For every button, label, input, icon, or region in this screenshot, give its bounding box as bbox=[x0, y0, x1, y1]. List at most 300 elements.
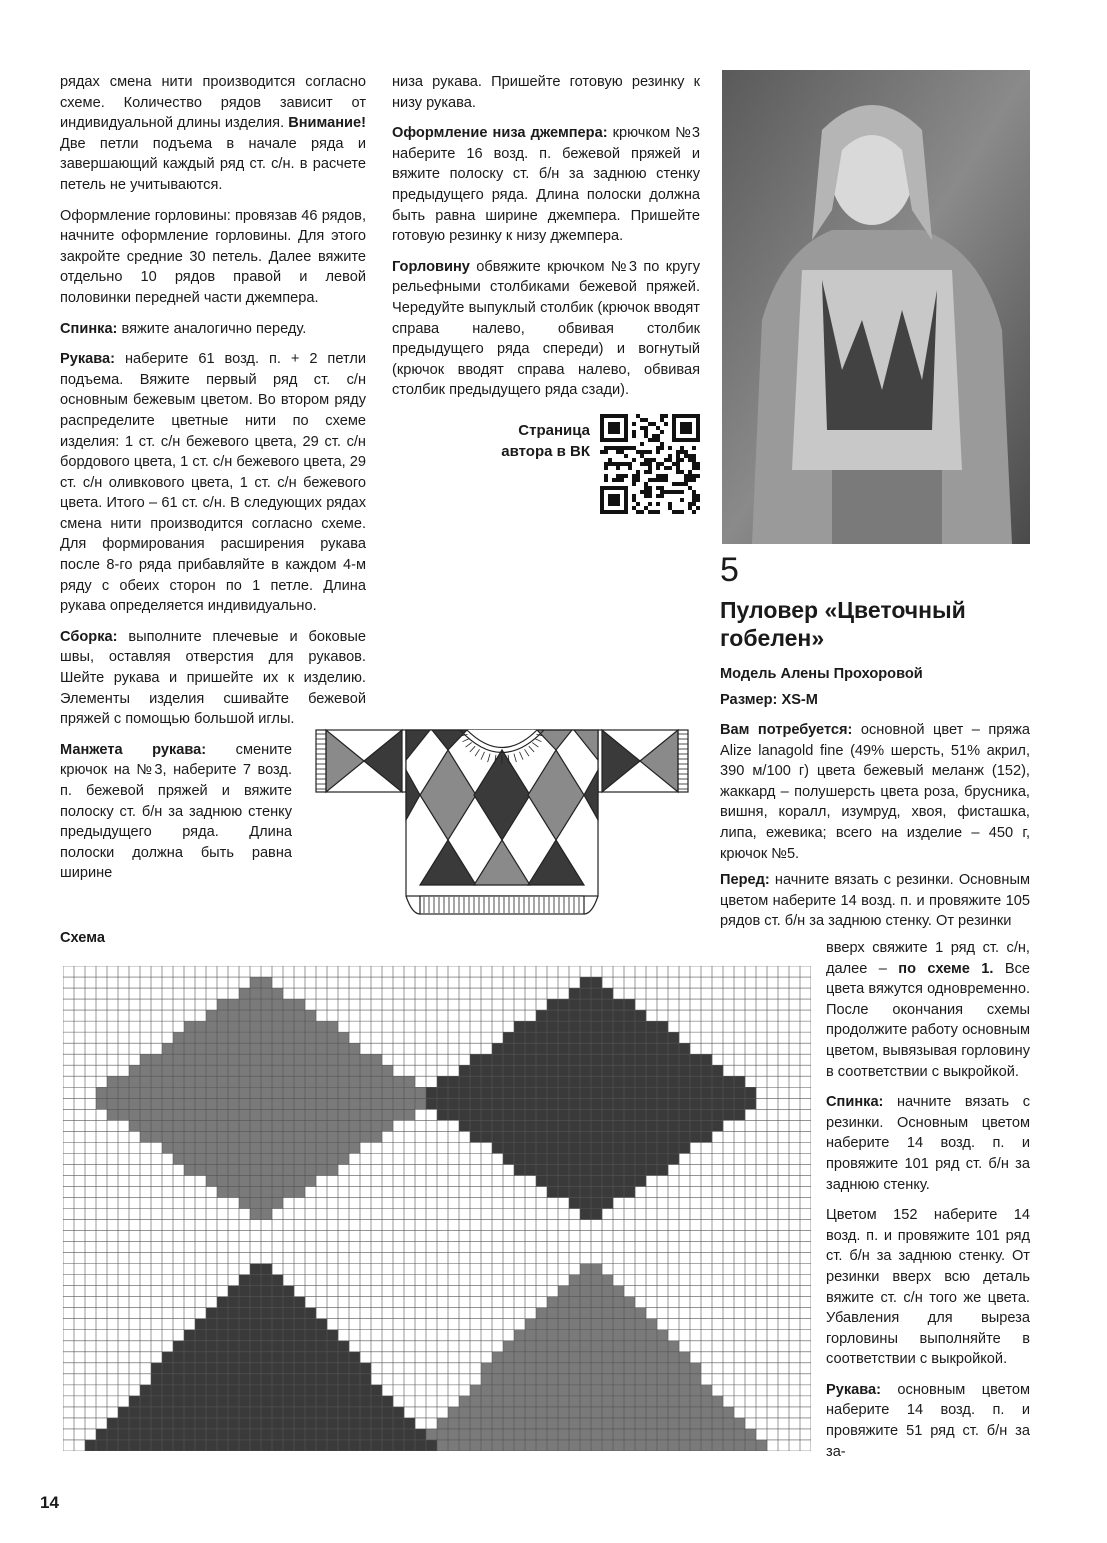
chart-cell bbox=[547, 1131, 558, 1142]
chart-cell bbox=[272, 1197, 283, 1208]
chart-cell bbox=[195, 1021, 206, 1032]
chart-cell bbox=[228, 1374, 239, 1385]
chart-cell bbox=[437, 1440, 448, 1451]
chart-cell bbox=[118, 1076, 129, 1087]
chart-cell bbox=[250, 1098, 261, 1109]
chart-cell bbox=[371, 1054, 382, 1065]
chart-cell bbox=[184, 1429, 195, 1440]
chart-cell bbox=[228, 1308, 239, 1319]
chart-cell bbox=[547, 1109, 558, 1120]
chart-cell bbox=[635, 1087, 646, 1098]
chart-cell bbox=[162, 1418, 173, 1429]
chart-cell bbox=[327, 1429, 338, 1440]
chart-cell bbox=[690, 1131, 701, 1142]
chart-cell bbox=[239, 1319, 250, 1330]
chart-cell bbox=[668, 1341, 679, 1352]
chart-cell bbox=[107, 1429, 118, 1440]
chart-cell bbox=[712, 1109, 723, 1120]
chart-cell bbox=[624, 1319, 635, 1330]
chart-cell bbox=[558, 1010, 569, 1021]
chart-cell bbox=[118, 1087, 129, 1098]
chart-cell bbox=[327, 1076, 338, 1087]
chart-cell bbox=[294, 1153, 305, 1164]
chart-cell bbox=[96, 1440, 107, 1451]
chart-cell bbox=[712, 1065, 723, 1076]
chart-cell bbox=[228, 1418, 239, 1429]
chart-cell bbox=[184, 1098, 195, 1109]
chart-cell bbox=[173, 1054, 184, 1065]
chart-cell bbox=[503, 1341, 514, 1352]
chart-cell bbox=[558, 1076, 569, 1087]
chart-cell bbox=[569, 1186, 580, 1197]
chart-cell bbox=[569, 1396, 580, 1407]
chart-cell bbox=[459, 1429, 470, 1440]
paragraph: Оформление низа джемпера: крючком №3 наберите 16 возд. п. бежевой пряжей и вяжите полоску ст. б/н за заднюю стенку предыдущего ряда. Длина полоски должна быть равна ширине джемпера. Пришейте готовую резинку к низу джемпера. bbox=[392, 125, 700, 245]
chart-cell bbox=[96, 1087, 107, 1098]
chart-cell bbox=[602, 1286, 613, 1297]
chart-cell bbox=[294, 1021, 305, 1032]
chart-cell bbox=[250, 1440, 261, 1451]
chart-cell bbox=[261, 1120, 272, 1131]
chart-cell bbox=[305, 1429, 316, 1440]
chart-cell bbox=[536, 1153, 547, 1164]
chart-cell bbox=[371, 1440, 382, 1451]
chart-cell bbox=[624, 1142, 635, 1153]
chart-cell bbox=[646, 1109, 657, 1120]
chart-cell bbox=[547, 999, 558, 1010]
chart-cell bbox=[327, 1021, 338, 1032]
chart-cell bbox=[580, 1374, 591, 1385]
chart-cell bbox=[316, 1341, 327, 1352]
chart-cell bbox=[701, 1429, 712, 1440]
chart-cell bbox=[635, 1164, 646, 1175]
chart-cell bbox=[646, 1341, 657, 1352]
chart-cell bbox=[646, 1429, 657, 1440]
chart-cell bbox=[580, 1010, 591, 1021]
chart-cell bbox=[745, 1087, 756, 1098]
chart-cell bbox=[558, 1407, 569, 1418]
chart-cell bbox=[283, 1098, 294, 1109]
chart-cell bbox=[305, 1142, 316, 1153]
chart-cell bbox=[228, 1407, 239, 1418]
chart-cell bbox=[107, 1418, 118, 1429]
chart-cell bbox=[459, 1098, 470, 1109]
chart-cell bbox=[580, 1396, 591, 1407]
chart-cell bbox=[327, 1396, 338, 1407]
chart-cell bbox=[261, 1142, 272, 1153]
chart-cell bbox=[558, 1352, 569, 1363]
chart-cell bbox=[206, 1396, 217, 1407]
chart-cell bbox=[316, 1396, 327, 1407]
chart-cell bbox=[624, 1186, 635, 1197]
chart-cell bbox=[184, 1142, 195, 1153]
chart-cell bbox=[558, 1319, 569, 1330]
chart-cell bbox=[184, 1418, 195, 1429]
paragraph: низа рукава. Пришейте готовую резинку к низу рукава. bbox=[392, 74, 700, 111]
chart-cell bbox=[690, 1418, 701, 1429]
chart-cell bbox=[668, 1120, 679, 1131]
chart-cell bbox=[580, 1142, 591, 1153]
chart-cell bbox=[591, 1043, 602, 1054]
chart-cell bbox=[514, 1374, 525, 1385]
chart-cell bbox=[415, 1429, 426, 1440]
materials-paragraph: Вам потребуется: основной цвет – пряжа Alize lanagold fine (49% шерсть, 51% акрил, 390 м/100 г) цвета бежевый меланж (152), жаккард – полушерсть цвета роза, брусника, вишня, коралл, изумруд, хвоя, фисташка, липа, ежевика; всего на изделие – 450 г, крючок №5. bbox=[720, 722, 1030, 862]
chart-cell bbox=[272, 1308, 283, 1319]
chart-cell bbox=[217, 1363, 228, 1374]
chart-cell bbox=[239, 1341, 250, 1352]
chart-cell bbox=[558, 1120, 569, 1131]
chart-cell bbox=[305, 1374, 316, 1385]
chart-cell bbox=[569, 1021, 580, 1032]
chart-cell bbox=[283, 1109, 294, 1120]
chart-cell bbox=[239, 1142, 250, 1153]
chart-cell bbox=[129, 1087, 140, 1098]
chart-cell bbox=[162, 1407, 173, 1418]
chart-cell bbox=[503, 1153, 514, 1164]
chart-cell bbox=[690, 1087, 701, 1098]
chart-cell bbox=[228, 1429, 239, 1440]
chart-cell bbox=[624, 1308, 635, 1319]
chart-cell bbox=[250, 1164, 261, 1175]
chart-cell bbox=[569, 1363, 580, 1374]
chart-cell bbox=[184, 1043, 195, 1054]
chart-cell bbox=[239, 1076, 250, 1087]
chart-cell bbox=[404, 1098, 415, 1109]
chart-cell bbox=[613, 999, 624, 1010]
chart-cell bbox=[701, 1065, 712, 1076]
chart-cell bbox=[536, 1352, 547, 1363]
chart-cell bbox=[206, 1352, 217, 1363]
chart-cell bbox=[272, 1131, 283, 1142]
chart-cell bbox=[217, 1010, 228, 1021]
chart-cell bbox=[96, 1098, 107, 1109]
chart-cell bbox=[250, 1363, 261, 1374]
chart-cell bbox=[129, 1418, 140, 1429]
qr-code-icon[interactable] bbox=[600, 414, 700, 514]
chart-cell bbox=[558, 1186, 569, 1197]
chart-cell bbox=[525, 1418, 536, 1429]
chart-cell bbox=[613, 1308, 624, 1319]
chart-cell bbox=[195, 1076, 206, 1087]
chart-cell bbox=[602, 1407, 613, 1418]
chart-cell bbox=[635, 1418, 646, 1429]
chart-cell bbox=[613, 1440, 624, 1451]
chart-cell bbox=[217, 1175, 228, 1186]
chart-cell bbox=[305, 1065, 316, 1076]
chart-cell bbox=[184, 1341, 195, 1352]
chart-cell bbox=[613, 1407, 624, 1418]
chart-cell bbox=[547, 1308, 558, 1319]
chart-cell bbox=[481, 1131, 492, 1142]
chart-cell bbox=[558, 1021, 569, 1032]
chart-cell bbox=[536, 1164, 547, 1175]
chart-cell bbox=[547, 1385, 558, 1396]
chart-cell bbox=[481, 1363, 492, 1374]
chart-cell bbox=[558, 1098, 569, 1109]
chart-cell bbox=[305, 1131, 316, 1142]
chart-cell bbox=[624, 1418, 635, 1429]
chart-cell bbox=[624, 1120, 635, 1131]
chart-cell bbox=[294, 1352, 305, 1363]
chart-cell bbox=[338, 1142, 349, 1153]
chart-cell bbox=[602, 1186, 613, 1197]
chart-cell bbox=[613, 1109, 624, 1120]
chart-cell bbox=[217, 1330, 228, 1341]
chart-cell bbox=[316, 1153, 327, 1164]
chart-cell bbox=[657, 1352, 668, 1363]
chart-cell bbox=[635, 1175, 646, 1186]
chart-cell bbox=[624, 1043, 635, 1054]
chart-cell bbox=[283, 1374, 294, 1385]
chart-cell bbox=[327, 1131, 338, 1142]
chart-cell bbox=[712, 1076, 723, 1087]
chart-cell bbox=[470, 1440, 481, 1451]
chart-cell bbox=[206, 1142, 217, 1153]
chart-cell bbox=[217, 1186, 228, 1197]
chart-cell bbox=[701, 1418, 712, 1429]
chart-cell bbox=[360, 1440, 371, 1451]
chart-cell bbox=[558, 1297, 569, 1308]
chart-cell bbox=[426, 1429, 437, 1440]
chart-cell bbox=[580, 988, 591, 999]
chart-cell bbox=[492, 1098, 503, 1109]
chart-cell bbox=[514, 1407, 525, 1418]
chart-cell bbox=[294, 1308, 305, 1319]
chart-cell bbox=[239, 1385, 250, 1396]
chart-cell bbox=[173, 1131, 184, 1142]
chart-cell bbox=[569, 1407, 580, 1418]
chart-cell bbox=[250, 1054, 261, 1065]
chart-cell bbox=[635, 1407, 646, 1418]
chart-cell bbox=[624, 1065, 635, 1076]
chart-cell bbox=[261, 1396, 272, 1407]
chart-cell bbox=[217, 1065, 228, 1076]
chart-cell bbox=[547, 1065, 558, 1076]
chart-cell bbox=[613, 1142, 624, 1153]
chart-cell bbox=[338, 1352, 349, 1363]
chart-cell bbox=[580, 1330, 591, 1341]
chart-cell bbox=[624, 1297, 635, 1308]
chart-cell bbox=[602, 1054, 613, 1065]
chart-cell bbox=[635, 1396, 646, 1407]
chart-cell bbox=[338, 1120, 349, 1131]
chart-cell bbox=[261, 1209, 272, 1220]
chart-cell bbox=[272, 1054, 283, 1065]
chart-cell bbox=[657, 1407, 668, 1418]
chart-cell bbox=[195, 1363, 206, 1374]
chart-cell bbox=[558, 1286, 569, 1297]
chart-cell bbox=[558, 1043, 569, 1054]
chart-cell bbox=[184, 1087, 195, 1098]
chart-cell bbox=[195, 1098, 206, 1109]
chart-cell bbox=[668, 1363, 679, 1374]
chart-cell bbox=[316, 1043, 327, 1054]
chart-cell bbox=[470, 1120, 481, 1131]
chart-cell bbox=[294, 1032, 305, 1043]
chart-cell bbox=[250, 1319, 261, 1330]
chart-cell bbox=[261, 1153, 272, 1164]
chart-cell bbox=[569, 1308, 580, 1319]
chart-cell bbox=[294, 1407, 305, 1418]
chart-cell bbox=[613, 1098, 624, 1109]
chart-cell bbox=[481, 1407, 492, 1418]
paragraph: Горловину обвяжите крючком №3 по кругу рельефными столбиками бежевой пряжей. Чередуйте выпуклый столбик (крючок вводят справа налево, обвивая столбик предыдущего ряда спереди) и вогнутый (крючок вводят справа налево, обвивая столбик предыдущего ряда сзади). bbox=[392, 258, 700, 399]
chart-cell bbox=[305, 1418, 316, 1429]
chart-cell bbox=[481, 1065, 492, 1076]
chart-cell bbox=[679, 1385, 690, 1396]
chart-cell bbox=[184, 1396, 195, 1407]
chart-cell bbox=[569, 1429, 580, 1440]
chart-cell bbox=[679, 1363, 690, 1374]
chart-cell bbox=[635, 1010, 646, 1021]
chart-cell bbox=[316, 1065, 327, 1076]
chart-cell bbox=[525, 1385, 536, 1396]
chart-cell bbox=[503, 1374, 514, 1385]
chart-cell bbox=[679, 1076, 690, 1087]
chart-cell bbox=[657, 1043, 668, 1054]
chart-cell bbox=[305, 1341, 316, 1352]
text-column-3-narrow bbox=[826, 938, 1030, 1472]
chart-cell bbox=[151, 1385, 162, 1396]
chart-cell bbox=[514, 1341, 525, 1352]
chart-cell bbox=[195, 1065, 206, 1076]
chart-cell bbox=[162, 1120, 173, 1131]
chart-cell bbox=[283, 1032, 294, 1043]
chart-cell bbox=[536, 1087, 547, 1098]
chart-cell bbox=[624, 1131, 635, 1142]
chart-cell bbox=[228, 1054, 239, 1065]
chart-cell bbox=[338, 1043, 349, 1054]
chart-cell bbox=[514, 1440, 525, 1451]
chart-cell bbox=[360, 1407, 371, 1418]
chart-cell bbox=[646, 1098, 657, 1109]
chart-cell bbox=[657, 1164, 668, 1175]
chart-cell bbox=[723, 1087, 734, 1098]
chart-cell bbox=[679, 1440, 690, 1451]
chart-cell bbox=[679, 1109, 690, 1120]
chart-cell bbox=[514, 1142, 525, 1153]
chart-cell bbox=[338, 1429, 349, 1440]
chart-cell bbox=[514, 1363, 525, 1374]
chart-cell bbox=[536, 1308, 547, 1319]
chart-cell bbox=[646, 1153, 657, 1164]
chart-cell bbox=[195, 1032, 206, 1043]
chart-cell bbox=[657, 1341, 668, 1352]
chart-cell bbox=[261, 1264, 272, 1275]
chart-cell bbox=[580, 1264, 591, 1275]
chart-cell bbox=[305, 1032, 316, 1043]
chart-cell bbox=[657, 1429, 668, 1440]
chart-cell bbox=[547, 1330, 558, 1341]
chart-cell bbox=[503, 1054, 514, 1065]
chart-cell bbox=[305, 1440, 316, 1451]
chart-cell bbox=[283, 1330, 294, 1341]
chart-cell bbox=[690, 1076, 701, 1087]
chart-cell bbox=[393, 1109, 404, 1120]
chart-cell bbox=[294, 1098, 305, 1109]
chart-cell bbox=[316, 1120, 327, 1131]
chart-cell bbox=[536, 1440, 547, 1451]
chart-cell bbox=[646, 1087, 657, 1098]
chart-cell bbox=[261, 1065, 272, 1076]
chart-cell bbox=[327, 1098, 338, 1109]
chart-cell bbox=[228, 1142, 239, 1153]
chart-cell bbox=[272, 1374, 283, 1385]
chart-cell bbox=[382, 1407, 393, 1418]
chart-cell bbox=[393, 1407, 404, 1418]
chart-cell bbox=[580, 1418, 591, 1429]
chart-cell bbox=[316, 1429, 327, 1440]
chart-cell bbox=[547, 1087, 558, 1098]
chart-cell bbox=[316, 1440, 327, 1451]
chart-cell bbox=[250, 1186, 261, 1197]
chart-cell bbox=[272, 1087, 283, 1098]
chart-cell bbox=[536, 1418, 547, 1429]
chart-cell bbox=[558, 1087, 569, 1098]
chart-cell bbox=[481, 1098, 492, 1109]
chart-cell bbox=[635, 1341, 646, 1352]
chart-cell bbox=[371, 1385, 382, 1396]
chart-cell bbox=[701, 1076, 712, 1087]
chart-cell bbox=[668, 1043, 679, 1054]
chart-cell bbox=[283, 1087, 294, 1098]
chart-cell bbox=[239, 1153, 250, 1164]
chart-cell bbox=[536, 1010, 547, 1021]
chart-cell bbox=[580, 1297, 591, 1308]
chart-cell bbox=[371, 1407, 382, 1418]
chart-cell bbox=[316, 1407, 327, 1418]
chart-cell bbox=[140, 1109, 151, 1120]
chart-cell bbox=[580, 1164, 591, 1175]
chart-cell bbox=[272, 1330, 283, 1341]
chart-cell bbox=[360, 1098, 371, 1109]
chart-cell bbox=[305, 1076, 316, 1087]
chart-cell bbox=[723, 1418, 734, 1429]
chart-cell bbox=[162, 1109, 173, 1120]
chart-cell bbox=[679, 1374, 690, 1385]
chart-cell bbox=[239, 1186, 250, 1197]
chart-cell bbox=[690, 1098, 701, 1109]
chart-cell bbox=[272, 1418, 283, 1429]
chart-cell bbox=[151, 1396, 162, 1407]
chart-cell bbox=[558, 1429, 569, 1440]
chart-cell bbox=[569, 1297, 580, 1308]
chart-cell bbox=[195, 1109, 206, 1120]
chart-cell bbox=[569, 1032, 580, 1043]
chart-cell bbox=[107, 1076, 118, 1087]
chart-cell bbox=[250, 1010, 261, 1021]
chart-cell bbox=[283, 1352, 294, 1363]
chart-cell bbox=[448, 1418, 459, 1429]
chart-cell bbox=[228, 1098, 239, 1109]
chart-cell bbox=[261, 1186, 272, 1197]
chart-cell bbox=[151, 1407, 162, 1418]
chart-cell bbox=[591, 1010, 602, 1021]
chart-cell bbox=[305, 1175, 316, 1186]
chart-cell bbox=[305, 1330, 316, 1341]
chart-cell bbox=[173, 1076, 184, 1087]
chart-cell bbox=[217, 999, 228, 1010]
chart-cell bbox=[536, 1065, 547, 1076]
chart-cell bbox=[624, 1076, 635, 1087]
chart-cell bbox=[239, 1440, 250, 1451]
chart-cell bbox=[316, 1142, 327, 1153]
chart-cell bbox=[657, 1065, 668, 1076]
chart-cell bbox=[283, 1120, 294, 1131]
chart-cell bbox=[327, 1418, 338, 1429]
chart-cell bbox=[569, 1164, 580, 1175]
chart-cell bbox=[481, 1076, 492, 1087]
